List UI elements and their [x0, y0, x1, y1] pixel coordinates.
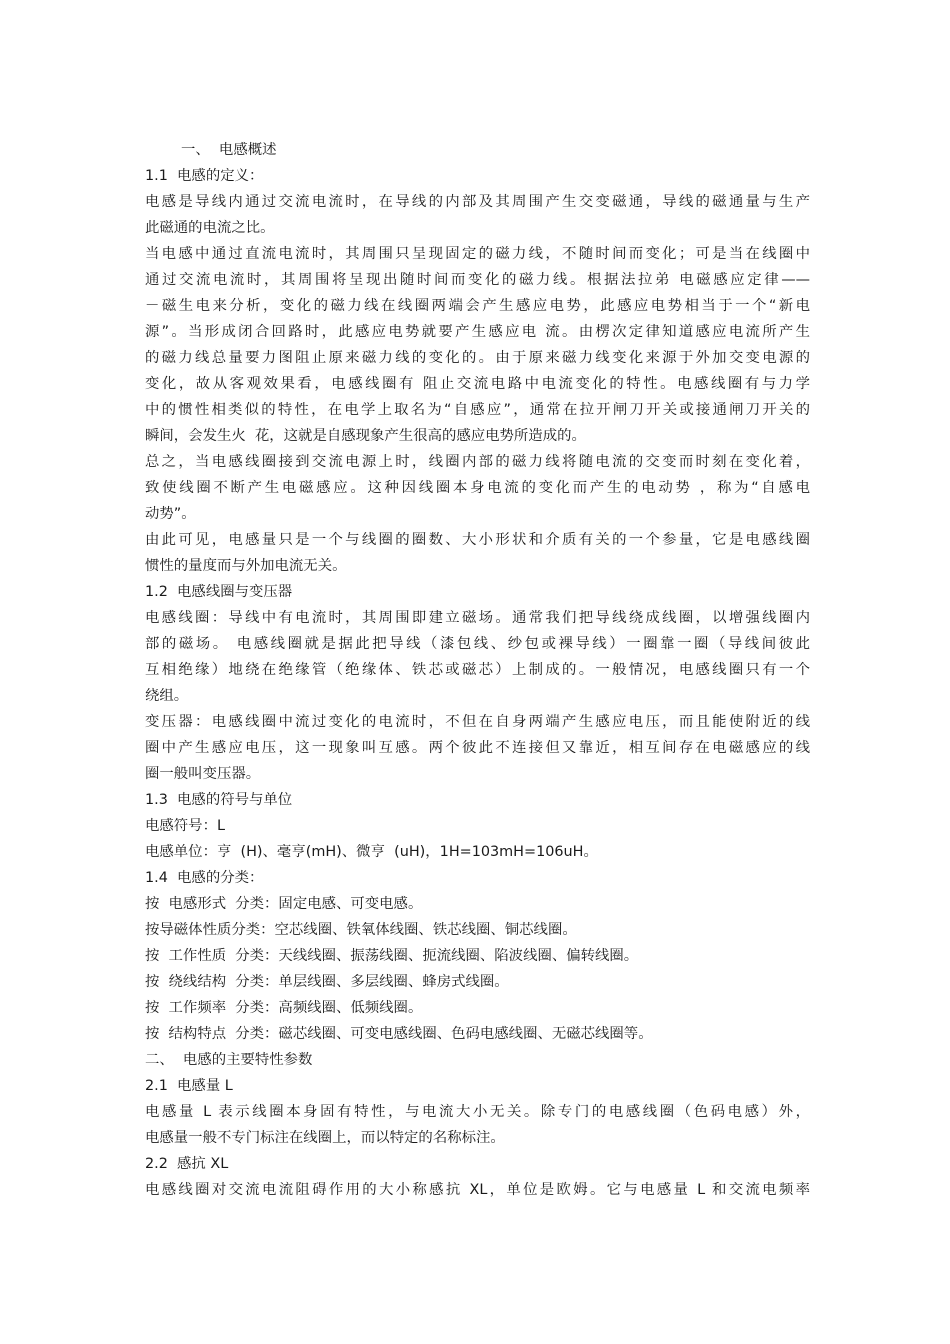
subsection-heading: 1.4 电感的分类：: [145, 870, 264, 886]
subsection-heading: 1.2 电感线圈与变压器: [145, 584, 293, 600]
paragraph-line: 动势”。: [145, 506, 196, 522]
paragraph-line: 通过交流电流时，其周围将呈现出随时间而变化的磁力线。根据法拉弟 电磁感应定律——: [145, 272, 810, 288]
paragraph-line: 当电感中通过直流电流时，其周围只呈现固定的磁力线，不随时间而变化；可是当在线圈中: [145, 246, 810, 262]
paragraph-line: －磁生电来分析，变化的磁力线在线圈两端会产生感应电势，此感应电势相当于一个“新电: [145, 298, 810, 314]
document-page: [145, 137, 810, 1203]
paragraph-line: 电感线圈：导线中有电流时，其周围即建立磁场。通常我们把导线绕成线圈，以增强线圈内: [145, 610, 810, 626]
subsection-heading: 2.2 感抗 XL: [145, 1156, 229, 1172]
paragraph-line: 此磁通的电流之比。: [145, 220, 275, 236]
paragraph-line: 电感单位：亨 (H)、毫亨(mH)、微亨 (uH)，1H=103mH=106uH。: [145, 844, 598, 860]
paragraph-line: 致使线圈不断产生电磁感应。这种因线圈本身电流的变化而产生的电动势 ，称为“自感电: [145, 480, 810, 496]
paragraph-line: 惯性的量度而与外加电流无关。: [145, 558, 347, 574]
paragraph-line: 中的惯性相类似的特性，在电学上取名为“自感应”，通常在拉开闸刀开关或接通闸刀开关的: [145, 402, 810, 418]
list-item: 按 结构特点 分类：磁芯线圈、可变电感线圈、色码电感线圈、无磁芯线圈等。: [145, 1026, 653, 1042]
subsection-heading: 1.3 电感的符号与单位: [145, 792, 293, 808]
paragraph-line: 部的磁场。 电感线圈就是据此把导线（漆包线、纱包或裸导线）一圈靠一圈（导线间彼此: [145, 636, 810, 652]
paragraph-line: 电感符号：L: [145, 818, 225, 834]
paragraph-line: 由此可见，电感量只是一个与线圈的圈数、大小形状和介质有关的一个参量，它是电感线圈: [145, 532, 810, 548]
paragraph-line: 变压器：电感线圈中流过变化的电流时，不但在自身两端产生感应电压，而且能使附近的线: [145, 714, 810, 730]
subsection-heading: 1.1 电感的定义：: [145, 168, 264, 184]
subsection-heading: 2.1 电感量 L: [145, 1078, 233, 1094]
paragraph-line: 互相绝缘）地绕在绝缘管（绝缘体、铁芯或磁芯）上制成的。一般情况，电感线圈只有一个: [145, 662, 810, 678]
paragraph-line: 圈一般叫变压器。: [145, 766, 261, 782]
paragraph-line: 源”。当形成闭合回路时，此感应电势就要产生感应电 流。由楞次定律知道感应电流所产生: [145, 324, 810, 340]
paragraph-line: 电感量一般不专门标注在线圈上，而以特定的名称标注。: [145, 1130, 505, 1146]
list-item: 按 电感形式 分类：固定电感、可变电感。: [145, 896, 423, 912]
paragraph-line: 的磁力线总量要力图阻止原来磁力线的变化的。由于原来磁力线变化来源于外加交变电源的: [145, 350, 810, 366]
list-item: 按 工作性质 分类：天线线圈、振荡线圈、扼流线圈、陷波线圈、偏转线圈。: [145, 948, 639, 964]
paragraph-line: 绕组。: [145, 688, 189, 704]
paragraph-line: 变化，故从客观效果看，电感线圈有 阻止交流电路中电流变化的特性。电感线圈有与力学: [145, 376, 810, 392]
list-item: 按 绕线结构 分类：单层线圈、多层线圈、蜂房式线圈。: [145, 974, 509, 990]
paragraph-line: 圈中产生感应电压，这一现象叫互感。两个彼此不连接但又靠近，相互间存在电磁感应的线: [145, 740, 810, 756]
paragraph-line: 电感量 L 表示线圈本身固有特性，与电流大小无关。除专门的电感线圈（色码电感）外，: [145, 1104, 810, 1120]
list-item: 按 工作频率 分类：高频线圈、低频线圈。: [145, 1000, 423, 1016]
paragraph-line: 瞬间，会发生火 花，这就是自感现象产生很高的感应电势所造成的。: [145, 428, 586, 444]
paragraph-line: 电感是导线内通过交流电流时，在导线的内部及其周围产生交变磁通，导线的磁通量与生产: [145, 194, 810, 210]
paragraph-line: 总之，当电感线圈接到交流电源上时，线圈内部的磁力线将随电流的交变而时刻在变化着，: [145, 454, 810, 470]
list-item: 按导磁体性质分类：空芯线圈、铁氧体线圈、铁芯线圈、铜芯线圈。: [145, 922, 577, 938]
section-heading: 二、 电感的主要特性参数: [145, 1052, 313, 1068]
section-heading: 一、 电感概述: [181, 142, 277, 158]
paragraph-line: 电感线圈对交流电流阻碍作用的大小称感抗 XL，单位是欧姆。它与电感量 L 和交流电频率: [145, 1182, 810, 1198]
